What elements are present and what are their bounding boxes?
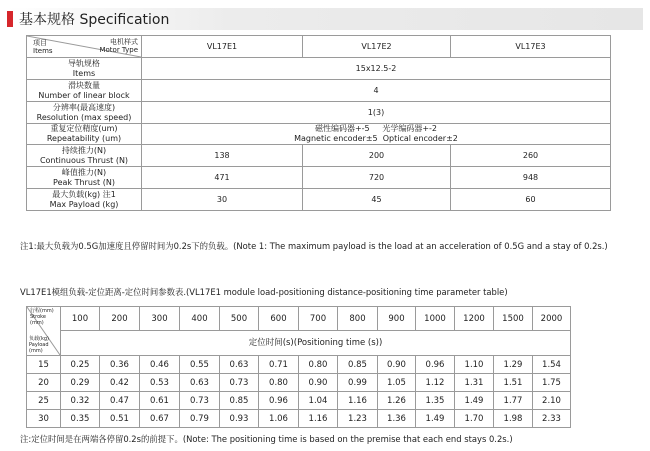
time-cell: 1.06 xyxy=(259,410,299,428)
time-cell: 1.29 xyxy=(494,356,533,374)
spec-value: 471 xyxy=(142,167,303,189)
stroke-header: 100 xyxy=(61,307,100,331)
time-cell: 0.90 xyxy=(378,356,416,374)
spec-value: 138 xyxy=(142,145,303,167)
spec-value: 720 xyxy=(303,167,451,189)
stroke-header: 200 xyxy=(100,307,140,331)
payload-row-15 xyxy=(27,356,571,374)
time-cell: 1.70 xyxy=(455,410,494,428)
label-en: Items xyxy=(72,68,96,78)
stroke-header: 800 xyxy=(338,307,378,331)
model-header: VL17E2 xyxy=(303,36,451,58)
positioning-time-note: 注:定位时间是在两端各停留0.2s的前提下。(Note: The positioning time is based on the premise that each end stays 0.2s.) xyxy=(20,434,513,444)
load-corner-cell xyxy=(27,307,61,356)
time-cell: 0.25 xyxy=(61,356,100,374)
label-cn: 最大负载(kg) 注1 xyxy=(52,189,116,199)
stroke-header: 700 xyxy=(299,307,338,331)
payload-row-30 xyxy=(27,410,571,428)
time-cell: 0.51 xyxy=(100,410,140,428)
time-cell: 0.47 xyxy=(100,392,140,410)
time-cell: 1.49 xyxy=(416,410,455,428)
time-cell: 0.80 xyxy=(299,356,338,374)
spec-value: 260 xyxy=(451,145,611,167)
payload-note: 注1:最大负载为0.5G加速度且停留时间为0.2s下的负载。(Note 1: The maximum payload is the load at an acceleration of 0.5G and a stay of 0.2s.) xyxy=(20,241,608,251)
time-cell: 0.55 xyxy=(180,356,220,374)
time-cell: 2.33 xyxy=(533,410,571,428)
spec-value: 4 xyxy=(142,80,611,102)
value-line-en: Magnetic encoder±5 Optical encoder±2 xyxy=(294,134,458,143)
label-cn: 重复定位精度(um) xyxy=(50,124,118,133)
time-cell: 1.54 xyxy=(533,356,571,374)
corner-stroke-cn: 行程(mm) xyxy=(30,308,54,314)
time-cell: 0.32 xyxy=(61,392,100,410)
time-cell: 0.35 xyxy=(61,410,100,428)
stroke-header: 500 xyxy=(220,307,259,331)
payload-cell: 30 xyxy=(27,410,61,428)
load-table-caption: VL17E1模组负载-定位距离-定位时间参数表.(VL17E1 module load-positioning distance-positioning time parameter table) xyxy=(20,287,508,297)
load-table xyxy=(26,306,571,428)
label-en: Peak Thrust (N) xyxy=(53,177,115,187)
model-header: VL17E1 xyxy=(142,36,303,58)
spec-value: 15x12.5-2 xyxy=(142,58,611,80)
time-cell: 0.67 xyxy=(140,410,180,428)
time-cell: 0.73 xyxy=(180,392,220,410)
time-cell: 0.53 xyxy=(140,374,180,392)
stroke-header: 1000 xyxy=(416,307,455,331)
time-cell: 1.49 xyxy=(455,392,494,410)
label-en: Number of linear block xyxy=(38,90,130,100)
time-cell: 0.71 xyxy=(259,356,299,374)
label-cn: 导轨规格 xyxy=(68,58,100,68)
model-header: VL17E3 xyxy=(451,36,611,58)
time-cell: 0.93 xyxy=(220,410,259,428)
spec-row-label xyxy=(27,189,142,211)
time-cell: 0.42 xyxy=(100,374,140,392)
time-cell: 1.26 xyxy=(378,392,416,410)
spec-row-label xyxy=(27,58,142,80)
subheader-row xyxy=(27,331,571,356)
corner-payload-cn: 负载(kg) xyxy=(29,336,49,342)
time-cell: 1.77 xyxy=(494,392,533,410)
stroke-header-row xyxy=(27,307,571,331)
time-cell: 1.05 xyxy=(378,374,416,392)
payload-row-20 xyxy=(27,374,571,392)
label-en: Repeatability (um) xyxy=(46,134,122,143)
spec-row-repeatability xyxy=(27,124,611,145)
time-cell: 1.31 xyxy=(455,374,494,392)
spec-corner-motor-cn: 电机样式 xyxy=(110,38,138,46)
section-title: 基本规格 Specification xyxy=(19,12,170,28)
spec-row-resolution xyxy=(27,102,611,124)
spec-row-label xyxy=(27,102,142,124)
spec-corner-motor-en: Motor Type xyxy=(99,46,138,54)
stroke-header: 1500 xyxy=(494,307,533,331)
spec-row-continuous-thrust xyxy=(27,145,611,167)
spec-row-label xyxy=(27,124,142,145)
spec-corner-items-cn: 项目 xyxy=(33,39,47,47)
time-cell: 1.16 xyxy=(338,392,378,410)
time-cell: 0.90 xyxy=(299,374,338,392)
spec-row-peak-thrust xyxy=(27,167,611,189)
label-en: Max Payload (kg) xyxy=(49,199,119,209)
time-cell: 0.29 xyxy=(61,374,100,392)
spec-row-max-payload xyxy=(27,189,611,211)
time-cell: 0.96 xyxy=(416,356,455,374)
spec-row-label xyxy=(27,167,142,189)
time-cell: 0.63 xyxy=(180,374,220,392)
stroke-header: 1200 xyxy=(455,307,494,331)
label-en: Resolution (max speed) xyxy=(36,112,132,122)
stroke-header: 2000 xyxy=(533,307,571,331)
spec-value xyxy=(142,124,611,145)
time-cell: 0.63 xyxy=(220,356,259,374)
time-cell: 1.35 xyxy=(416,392,455,410)
positioning-time-subheader: 定位时间(s)(Positioning time (s)) xyxy=(61,331,571,356)
spec-corner-items-en: Items xyxy=(33,47,53,55)
time-cell: 0.61 xyxy=(140,392,180,410)
section-accent-bar xyxy=(7,11,13,27)
value-line-cn: 磁性编码器+-5 光学编码器+-2 xyxy=(314,124,438,133)
time-cell: 0.96 xyxy=(259,392,299,410)
stroke-header: 600 xyxy=(259,307,299,331)
stroke-header: 900 xyxy=(378,307,416,331)
time-cell: 0.73 xyxy=(220,374,259,392)
corner-stroke-en: Stroke (mm) xyxy=(30,314,46,326)
label-cn: 持续推力(N) xyxy=(61,145,107,155)
spec-value: 45 xyxy=(303,189,451,211)
spec-row-rail xyxy=(27,58,611,80)
label-cn: 分辨率(最高速度) xyxy=(52,102,116,112)
time-cell: 0.99 xyxy=(338,374,378,392)
time-cell: 1.98 xyxy=(494,410,533,428)
time-cell: 0.46 xyxy=(140,356,180,374)
time-cell: 1.36 xyxy=(378,410,416,428)
time-cell: 1.23 xyxy=(338,410,378,428)
spec-value: 60 xyxy=(451,189,611,211)
time-cell: 0.79 xyxy=(180,410,220,428)
time-cell: 2.10 xyxy=(533,392,571,410)
time-cell: 0.36 xyxy=(100,356,140,374)
corner-payload-en: Payload (mm) xyxy=(29,342,49,354)
payload-cell: 15 xyxy=(27,356,61,374)
time-cell: 1.12 xyxy=(416,374,455,392)
spec-row-blocks xyxy=(27,80,611,102)
stroke-header: 400 xyxy=(180,307,220,331)
time-cell: 1.10 xyxy=(455,356,494,374)
time-cell: 0.85 xyxy=(220,392,259,410)
time-cell: 1.75 xyxy=(533,374,571,392)
spec-value: 948 xyxy=(451,167,611,189)
spec-row-label xyxy=(27,80,142,102)
time-cell: 0.80 xyxy=(259,374,299,392)
payload-cell: 20 xyxy=(27,374,61,392)
time-cell: 0.85 xyxy=(338,356,378,374)
stroke-header: 300 xyxy=(140,307,180,331)
spec-header-row xyxy=(27,36,611,58)
spec-row-label xyxy=(27,145,142,167)
time-cell: 1.04 xyxy=(299,392,338,410)
payload-cell: 25 xyxy=(27,392,61,410)
section-header xyxy=(7,8,643,30)
time-cell: 1.51 xyxy=(494,374,533,392)
spec-value: 200 xyxy=(303,145,451,167)
label-en: Continuous Thrust (N) xyxy=(39,155,129,165)
label-cn: 峰值推力(N) xyxy=(61,167,107,177)
spec-value: 1(3) xyxy=(142,102,611,124)
spec-corner-cell xyxy=(27,36,142,58)
spec-table xyxy=(26,35,611,211)
payload-row-25 xyxy=(27,392,571,410)
label-cn: 滑块数量 xyxy=(68,80,100,90)
time-cell: 1.16 xyxy=(299,410,338,428)
spec-value: 30 xyxy=(142,189,303,211)
